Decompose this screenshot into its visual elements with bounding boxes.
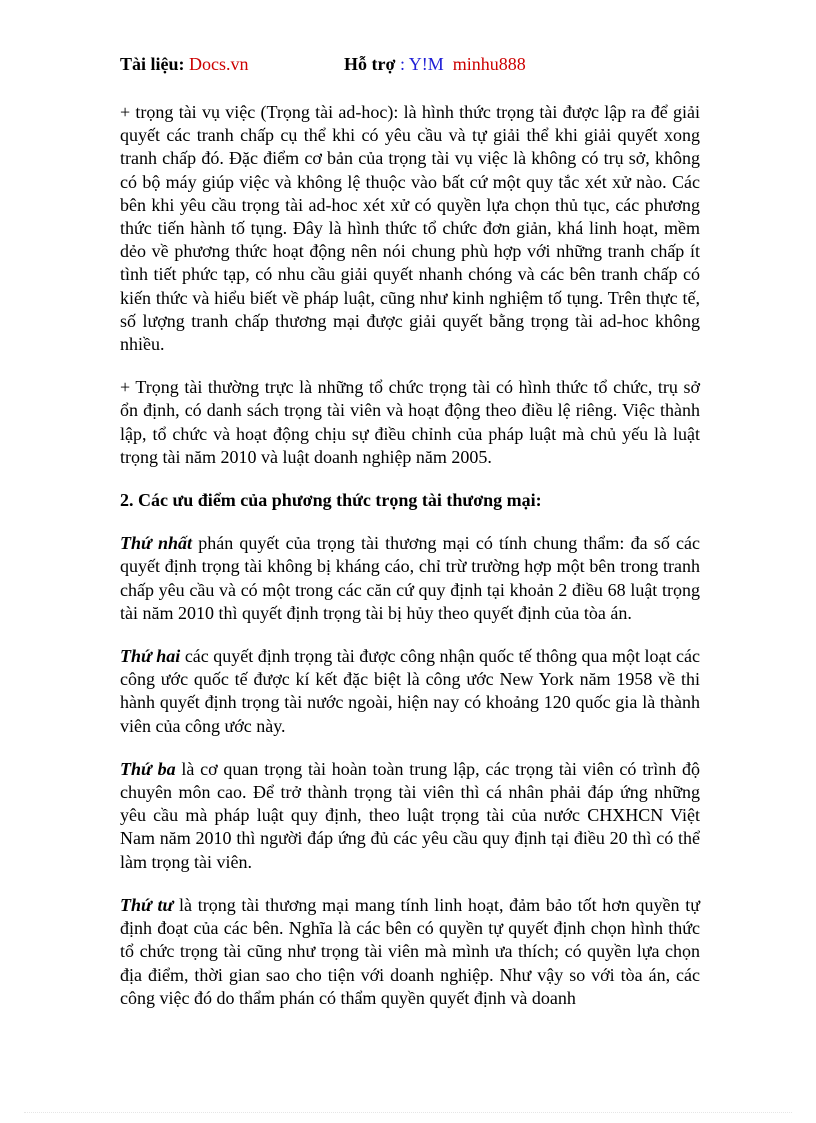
support-separator: : (395, 54, 409, 74)
support-info (344, 52, 526, 76)
advantage-first-text: phán quyết của trọng tài thương mại có tính chung thẩm: đa số các quyết định trọng tài không bị kháng cáo, chỉ trừ trường hợp một bên trong tranh chấp yêu cầu và có một trong các căn cứ quy định tại khoản 2 điều 68 luật trọng tài năm 2010 thì quyết định trọng tài bị hủy theo quyết định của tòa án. (120, 533, 700, 623)
support-ym-id[interactable]: minhu888 (452, 54, 526, 74)
advantage-third-lead: Thứ ba (120, 758, 176, 779)
advantage-fourth-text: là trọng tài thương mại mang tính linh hoạt, đảm bảo tốt hơn quyền tự định đoạt của các bên. Nghĩa là các bên có quyền tự quyết định chọn hình thức tổ chức trọng tài cũng như trọng tài viên mà mình ưa thích; có quyền lựa chọn địa điểm, thời gian sao cho tiện với doanh nghiệp. Như vậy so với tòa án, các công việc đó do thẩm phán có thẩm quyền quyết định và doanh (120, 894, 700, 1008)
section-heading: 2. Các ưu điểm của phương thức trọng tài thương mại: (120, 490, 542, 511)
paragraph-permanent-arbitration: + Trọng tài thường trực là những tổ chức trọng tài có hình thức tổ chức, trụ sở ổn định, có danh sách trọng tài viên và hoạt động theo điều lệ riêng. Việc thành lập, tổ chức và hoạt động chịu sự điều chỉnh của pháp luật mà chủ yếu là luật trọng tài năm 2010 và luật doanh nghiệp năm 2005. (120, 377, 700, 467)
paragraph-ad-hoc-arbitration: + trọng tài vụ việc (Trọng tài ad-hoc): là hình thức trọng tài được lập ra để giải quyết các tranh chấp cụ thể khi có yêu cầu và tự giải thể khi giải quyết xong tranh chấp đó. Đặc điểm cơ bản của trọng tài vụ việc là không có trụ sở, không có bộ máy giúp việc và không lệ thuộc vào bất cứ một quy tắc xét xử nào. Các bên khi yêu cầu trọng tài ad-hoc xét xử có quyền lựa chọn thủ tục, các phương thức tiến hành tố tụng. Đây là hình thức tổ chức đơn giản, khá linh hoạt, mềm dẻo về phương thức hoạt động nên nói chung phù hợp với những tranh chấp ít tình tiết phức tạp, có nhu cầu giải quyết nhanh chóng và các bên tranh chấp có kiến thức và hiểu biết về pháp luật, cũng như kinh nghiệm tố tụng. Trên thực tế, số lượng tranh chấp thương mại được giải quyết bằng trọng tài ad-hoc không nhiều. (120, 102, 700, 355)
doc-label: Tài liệu (120, 54, 179, 74)
advantage-first-lead: Thứ nhất (120, 533, 193, 554)
document-body (120, 101, 700, 1030)
advantage-fourth-lead: Thứ tư (120, 894, 174, 915)
support-label: Hỗ trợ (344, 54, 396, 74)
advantage-second-text: các quyết định trọng tài được công nhận quốc tế thông qua một loạt các công ước quốc tế được kí kết đặc biệt là công ước New York năm 1958 về thi hành quyết định trọng tài nước ngoài, hiện nay có khoảng 120 quốc gia là thành viên của công ước này. (120, 646, 700, 736)
page-bottom-divider (24, 1112, 792, 1113)
paragraph-advantage-fourth (120, 894, 700, 1010)
paragraph-advantage-first (120, 532, 700, 625)
doc-site-link[interactable]: Docs.vn (189, 54, 249, 74)
advantage-second-lead: Thứ hai (120, 646, 181, 667)
doc-label-separator: : (178, 54, 190, 74)
support-ym-label: Y!M (408, 54, 444, 74)
page-header (120, 52, 720, 76)
paragraph-advantage-third (120, 758, 700, 874)
paragraph-advantage-second (120, 645, 700, 738)
advantage-third-text: là cơ quan trọng tài hoàn toàn trung lập, các trọng tài viên có trình độ chuyên môn cao. Để trở thành trọng tài viên thì cá nhân phải đáp ứng những yêu cầu mà pháp luật quy định, theo luật trọng tài của nước CHXHCN Việt Nam năm 2010 thì người đáp ứng đủ các yêu cầu quy định tại điều 20 thì có thể làm trọng tài viên. (120, 758, 700, 872)
